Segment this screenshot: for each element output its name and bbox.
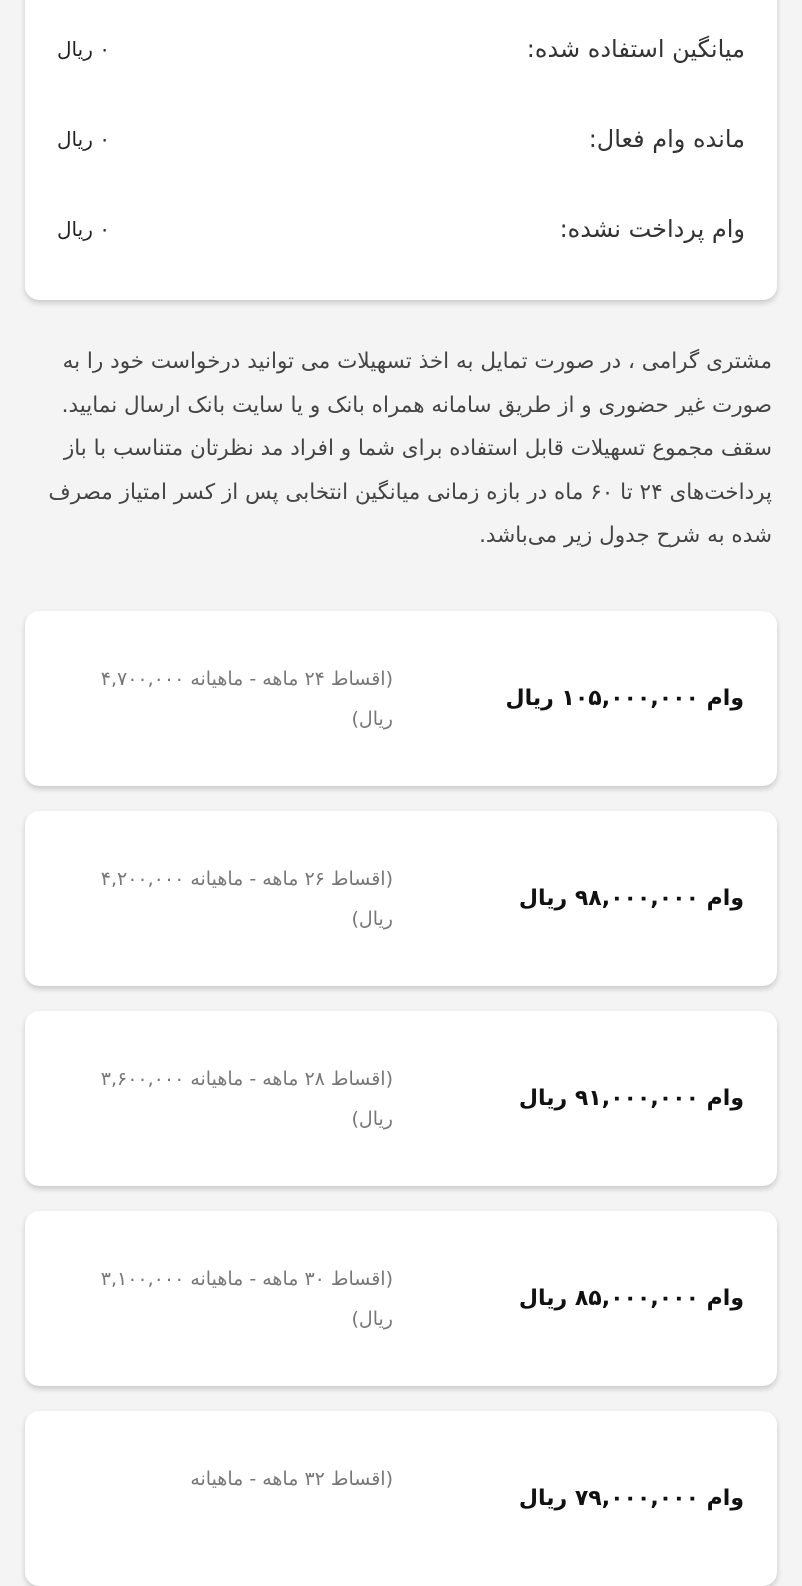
loan-option-card[interactable] (25, 1211, 777, 1386)
summary-row-unpaid-loan (57, 209, 745, 249)
loan-installment-terms: (اقساط ۲۶ ماهه - ماهیانه ۴,۲۰۰,۰۰۰ ریال) (100, 868, 393, 930)
active-loan-balance-label: مانده وام فعال: (588, 125, 745, 153)
average-used-label: میانگین استفاده شده: (526, 35, 745, 63)
loan-installment-terms: (اقساط ۳۰ ماهه - ماهیانه ۳,۱۰۰,۰۰۰ ریال) (100, 1268, 393, 1330)
loan-installment-terms: (اقساط ۲۴ ماهه - ماهیانه ۴,۷۰۰,۰۰۰ ریال) (100, 668, 393, 730)
loan-amount: وام ۸۵,۰۰۰,۰۰۰ ریال (518, 1286, 744, 1311)
loan-info-text (30, 340, 772, 558)
loan-installment-terms: (اقساط ۲۸ ماهه - ماهیانه ۳,۶۰۰,۰۰۰ ریال) (100, 1068, 393, 1130)
loan-amount: وام ۹۱,۰۰۰,۰۰۰ ریال (518, 1086, 744, 1111)
unpaid-loan-value: ۰ ریال (57, 217, 110, 241)
loan-option-card[interactable] (25, 811, 777, 986)
average-used-value: ۰ ریال (57, 37, 110, 61)
active-loan-balance-value: ۰ ریال (57, 127, 110, 151)
loan-installment-terms: (اقساط ۳۲ ماهه - ماهیانه (190, 1468, 393, 1490)
loan-amount: وام ۱۰۵,۰۰۰,۰۰۰ ریال (505, 686, 744, 711)
loan-amount: وام ۷۹,۰۰۰,۰۰۰ ریال (518, 1486, 744, 1511)
loan-option-card[interactable] (25, 1411, 777, 1586)
loan-summary-card (25, 0, 777, 300)
info-paragraph-ceiling: سقف مجموع تسهیلات قابل استفاده برای شما و افراد مد نظرتان متناسب با باز پرداخت‌های ۲۴ تا ۶۰ ماه در بازه زمانی میانگین انتخابی پس از کسر امتیاز مصرف شده به شرح جدول زیر می‌باشد. (48, 436, 772, 548)
loan-amount: وام ۹۸,۰۰۰,۰۰۰ ریال (518, 886, 744, 911)
loan-option-card[interactable] (25, 611, 777, 786)
loan-option-card[interactable] (25, 1011, 777, 1186)
summary-row-average-used (57, 29, 745, 69)
info-paragraph-request: مشتری گرامی ، در صورت تمایل به اخذ تسهیلات می توانید درخواست خود را به صورت غیر حضوری و از طریق سامانه همراه بانک و یا سایت بانک ارسال نمایید. (61, 349, 772, 418)
unpaid-loan-label: وام پرداخت نشده: (559, 215, 745, 243)
summary-row-active-loan-balance (57, 119, 745, 159)
